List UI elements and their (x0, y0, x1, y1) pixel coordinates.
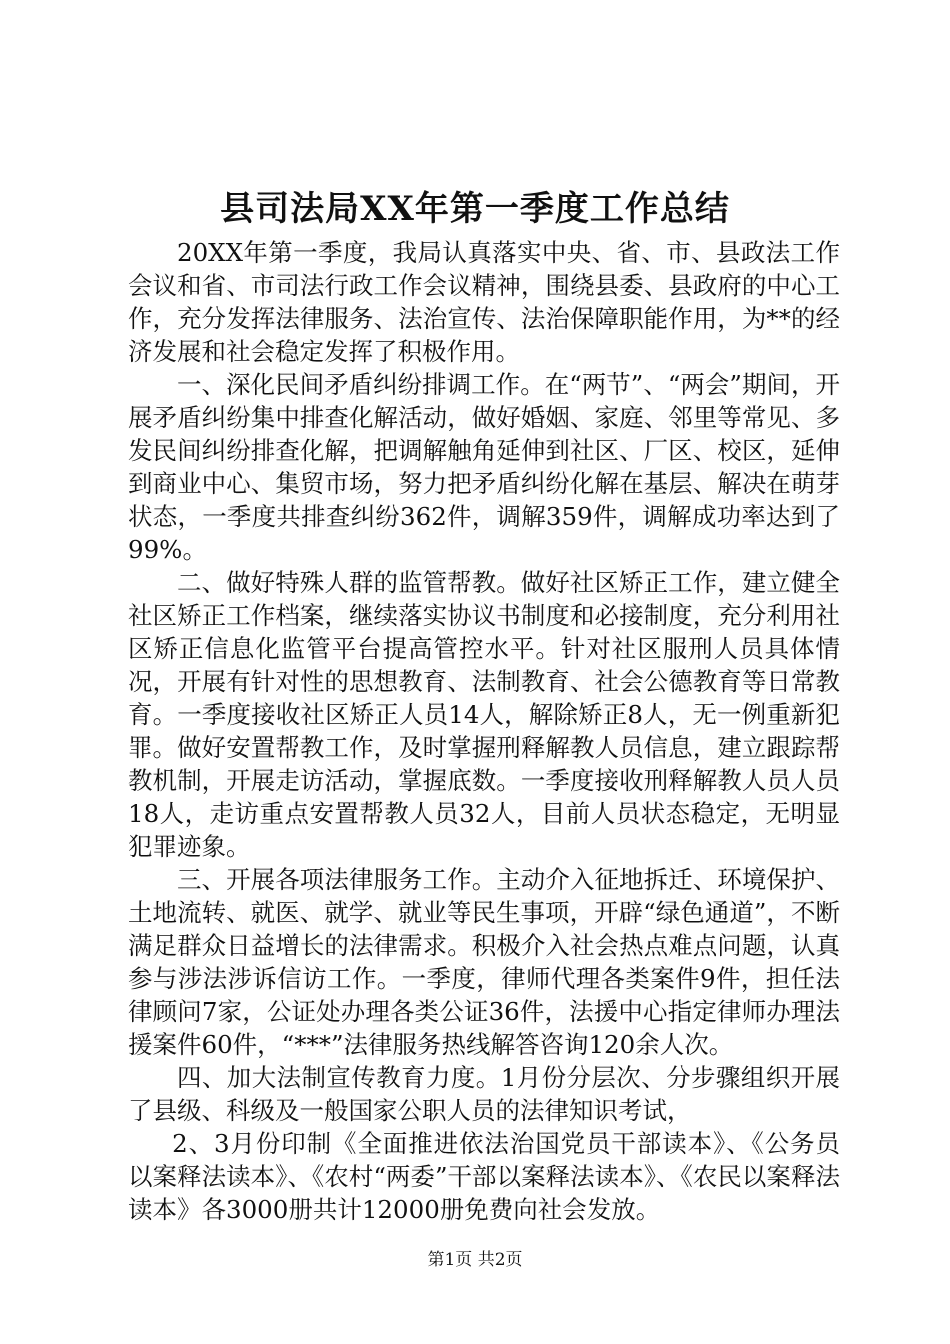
paragraph-item-2: 2、3月份印制《全面推进依法治国党员干部读本》、《公务员以案释法读本》、《农村“两委”干部以案释法读本》、《农民以案释法读本》各3000册共计12000册免费向社会发放。 (128, 1129, 840, 1224)
document-title: 县司法局XX年第一季度工作总结 (220, 189, 730, 229)
paragraph-section-4: 四、加大法制宣传教育力度。1月份分层次、分步骤组织开展了县级、科级及一般国家公职人员的法律知识考试， (128, 1063, 840, 1125)
page-number: 第1页 共2页 (427, 1250, 523, 1270)
paragraph-section-2: 二、做好特殊人群的监管帮教。做好社区矫正工作，建立健全社区矫正工作档案，继续落实协议书制度和必接制度，充分利用社区矫正信息化监管平台提高管控水平。针对社区服刑人员具体情况，开展有针对性的思想教育、法制教育、社会公德教育等日常教育。一季度接收社区矫正人员14人，解除矫正8人，无一例重新犯罪。做好安置帮教工作，及时掌握刑释解教人员信息，建立跟踪帮教机制，开展走访活动，掌握底数。一季度接收刑释解教人员人员18人，走访重点安置帮教人员32人，目前人员状态稳定，无明显犯罪迹象。 (128, 568, 840, 861)
document-body (128, 236, 840, 1226)
paragraph-section-3: 三、开展各项法律服务工作。主动介入征地拆迁、环境保护、土地流转、就医、就学、就业等民生事项，开辟“绿色通道”，不断满足群众日益增长的法律需求。积极介入社会热点难点问题，认真参与涉法涉诉信访工作。一季度，律师代理各类案件9件，担任法律顾问7家，公证处办理各类公证36件，法援中心指定律师办理法援案件60件，“***”法律服务热线解答咨询120余人次。 (128, 865, 840, 1059)
paragraph-section-1: 一、深化民间矛盾纠纷排调工作。在“两节”、“两会”期间，开展矛盾纠纷集中排查化解活动，做好婚姻、家庭、邻里等常见、多发民间纠纷排查化解，把调解触角延伸到社区、厂区、校区，延伸到商业中心、集贸市场，努力把矛盾纠纷化解在基层、解决在萌芽状态，一季度共排查纠纷362件，调解359件，调解成功率达到了99%。 (128, 370, 840, 564)
paragraph-intro: 20XX年第一季度，我局认真落实中央、省、市、县政法工作会议和省、市司法行政工作会议精神，围绕县委、县政府的中心工作，充分发挥法律服务、法治宣传、法治保障职能作用，为**的经济发展和社会稳定发挥了积极作用。 (128, 238, 840, 366)
